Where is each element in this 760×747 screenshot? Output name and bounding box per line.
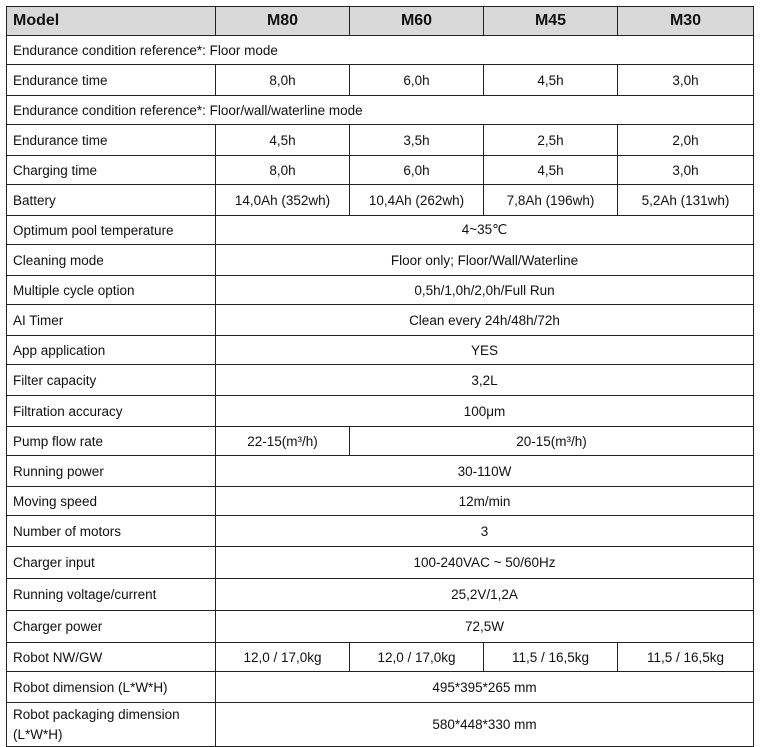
table-row bbox=[7, 516, 754, 547]
table-row bbox=[7, 245, 754, 276]
row-label: Moving speed bbox=[7, 487, 216, 516]
table-row bbox=[7, 643, 754, 672]
row-label: Robot NW/GW bbox=[7, 643, 216, 672]
cell-m45: 11,5 / 16,5kg bbox=[484, 643, 618, 672]
row-label: Robot dimension (L*W*H) bbox=[7, 672, 216, 703]
header-model: Model bbox=[7, 7, 216, 36]
cell-m30: 5,2Ah (131wh) bbox=[618, 185, 754, 216]
row-label: Multiple cycle option bbox=[7, 276, 216, 305]
table-row bbox=[7, 672, 754, 703]
cell-all-models: Floor only; Floor/Wall/Waterline bbox=[216, 245, 754, 276]
row-label: Endurance time bbox=[7, 125, 216, 156]
cell-all-models: 580*448*330 mm bbox=[216, 703, 754, 747]
section-floor-mode: Endurance condition reference*: Floor mode bbox=[7, 36, 754, 65]
table-row bbox=[7, 396, 754, 427]
row-label: Charger input bbox=[7, 547, 216, 579]
cell-all-models: 4~35℃ bbox=[216, 216, 754, 245]
cell-m60: 12,0 / 17,0kg bbox=[350, 643, 484, 672]
header-m80: M80 bbox=[216, 7, 350, 36]
row-label: Charging time bbox=[7, 156, 216, 185]
row-label: Robot packaging dimension (L*W*H) bbox=[7, 703, 216, 747]
cell-all-models: Clean every 24h/48h/72h bbox=[216, 305, 754, 336]
row-label: Number of motors bbox=[7, 516, 216, 547]
cell-m30: 2,0h bbox=[618, 125, 754, 156]
cell-all-models: 3,2L bbox=[216, 365, 754, 396]
row-label: Pump flow rate bbox=[7, 427, 216, 456]
cell-m80: 12,0 / 17,0kg bbox=[216, 643, 350, 672]
table-row bbox=[7, 156, 754, 185]
row-label: App application bbox=[7, 336, 216, 365]
cell-m45: 7,8Ah (196wh) bbox=[484, 185, 618, 216]
row-label: Charger power bbox=[7, 611, 216, 643]
cell-m45: 2,5h bbox=[484, 125, 618, 156]
cell-all-models: 12m/min bbox=[216, 487, 754, 516]
table-row bbox=[7, 185, 754, 216]
header-m30: M30 bbox=[618, 7, 754, 36]
header-row bbox=[7, 7, 754, 36]
cell-m80: 8,0h bbox=[216, 65, 350, 96]
cell-m45: 4,5h bbox=[484, 65, 618, 96]
cell-all-models: 100-240VAC ~ 50/60Hz bbox=[216, 547, 754, 579]
table-row bbox=[7, 611, 754, 643]
row-label: Cleaning mode bbox=[7, 245, 216, 276]
cell-all-models: 30-110W bbox=[216, 456, 754, 487]
cell-m80: 4,5h bbox=[216, 125, 350, 156]
spec-table bbox=[6, 6, 754, 747]
cell-m60: 3,5h bbox=[350, 125, 484, 156]
cell-all-models: 3 bbox=[216, 516, 754, 547]
table-row bbox=[7, 305, 754, 336]
table-row bbox=[7, 365, 754, 396]
row-label: Optimum pool temperature bbox=[7, 216, 216, 245]
cell-m60: 10,4Ah (262wh) bbox=[350, 185, 484, 216]
section-row-floor-wall-mode bbox=[7, 96, 754, 125]
cell-all-models: 25,2V/1,2A bbox=[216, 579, 754, 611]
cell-m30: 3,0h bbox=[618, 156, 754, 185]
cell-m60: 6,0h bbox=[350, 65, 484, 96]
table-row bbox=[7, 487, 754, 516]
cell-all-models: 495*395*265 mm bbox=[216, 672, 754, 703]
table-row bbox=[7, 547, 754, 579]
cell-m80: 22-15(m³/h) bbox=[216, 427, 350, 456]
header-m45: M45 bbox=[484, 7, 618, 36]
row-label: Filter capacity bbox=[7, 365, 216, 396]
cell-m60-m45-m30: 20-15(m³/h) bbox=[350, 427, 754, 456]
table-row bbox=[7, 276, 754, 305]
cell-all-models: YES bbox=[216, 336, 754, 365]
header-m60: M60 bbox=[350, 7, 484, 36]
table-row bbox=[7, 336, 754, 365]
cell-all-models: 72,5W bbox=[216, 611, 754, 643]
row-label: Filtration accuracy bbox=[7, 396, 216, 427]
table-row bbox=[7, 427, 754, 456]
row-label: Battery bbox=[7, 185, 216, 216]
row-label: Endurance time bbox=[7, 65, 216, 96]
table-row bbox=[7, 65, 754, 96]
row-label: Running voltage/current bbox=[7, 579, 216, 611]
row-label: AI Timer bbox=[7, 305, 216, 336]
cell-m45: 4,5h bbox=[484, 156, 618, 185]
cell-m30: 11,5 / 16,5kg bbox=[618, 643, 754, 672]
table-row bbox=[7, 456, 754, 487]
section-row-floor-mode bbox=[7, 36, 754, 65]
table-row bbox=[7, 216, 754, 245]
table-row bbox=[7, 579, 754, 611]
cell-m60: 6,0h bbox=[350, 156, 484, 185]
section-floor-wall-mode: Endurance condition reference*: Floor/wall/waterline mode bbox=[7, 96, 754, 125]
cell-all-models: 0,5h/1,0h/2,0h/Full Run bbox=[216, 276, 754, 305]
cell-m80: 14,0Ah (352wh) bbox=[216, 185, 350, 216]
cell-m30: 3,0h bbox=[618, 65, 754, 96]
cell-all-models: 100μm bbox=[216, 396, 754, 427]
table-row bbox=[7, 125, 754, 156]
cell-m80: 8,0h bbox=[216, 156, 350, 185]
row-label: Running power bbox=[7, 456, 216, 487]
